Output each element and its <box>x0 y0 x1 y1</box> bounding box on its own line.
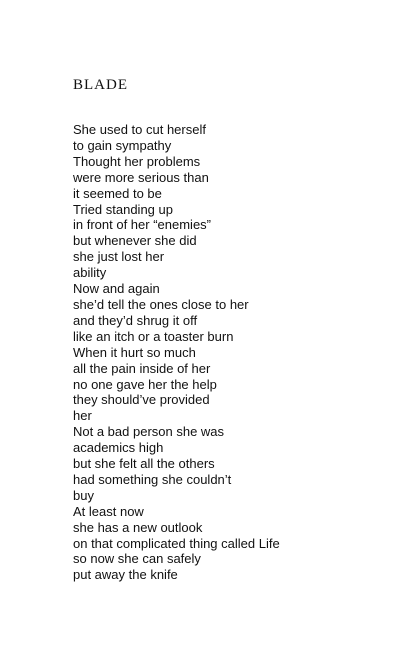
poem-body <box>73 122 280 583</box>
poem-line: no one gave her the help <box>73 376 217 392</box>
poem-title: BLADE <box>73 77 128 93</box>
poem-line: Tried standing up <box>73 201 173 217</box>
poem-line: academics high <box>73 440 164 456</box>
poem-line: Now and again <box>73 281 160 297</box>
poem-line: had something she couldn’t <box>73 471 232 487</box>
poem-line: She used to cut herself <box>73 122 206 137</box>
poem-line: Not a bad person she was <box>73 424 225 440</box>
poem-line: she just lost her <box>73 249 165 265</box>
poem-line: were more serious than <box>73 169 209 185</box>
poem-line: buy <box>73 487 94 503</box>
poem-line: Thought her problems <box>73 153 201 169</box>
poem-line: but she felt all the others <box>73 456 215 472</box>
poem-line: ability <box>73 265 107 281</box>
poem-line: all the pain inside of her <box>73 360 211 376</box>
poem-line: they should’ve provided <box>73 392 210 408</box>
poem-line: but whenever she did <box>73 233 197 249</box>
poem-line: so now she can safely <box>73 551 201 567</box>
poem-line: and they’d shrug it off <box>73 312 198 328</box>
poem-line: put away the knife <box>73 567 178 583</box>
poem-line: to gain sympathy <box>73 137 172 153</box>
poem-line: in front of her “enemies” <box>73 217 212 233</box>
poem-line: When it hurt so much <box>73 344 196 360</box>
poem-line: on that complicated thing called Life <box>73 535 280 551</box>
poem-line: At least now <box>73 503 144 519</box>
poem-line: she’d tell the ones close to her <box>73 296 249 312</box>
poem-line: she has a new outlook <box>73 519 203 535</box>
poem-line: like an itch or a toaster burn <box>73 328 234 344</box>
poem-line: her <box>73 408 92 424</box>
poem-line: it seemed to be <box>73 185 162 201</box>
